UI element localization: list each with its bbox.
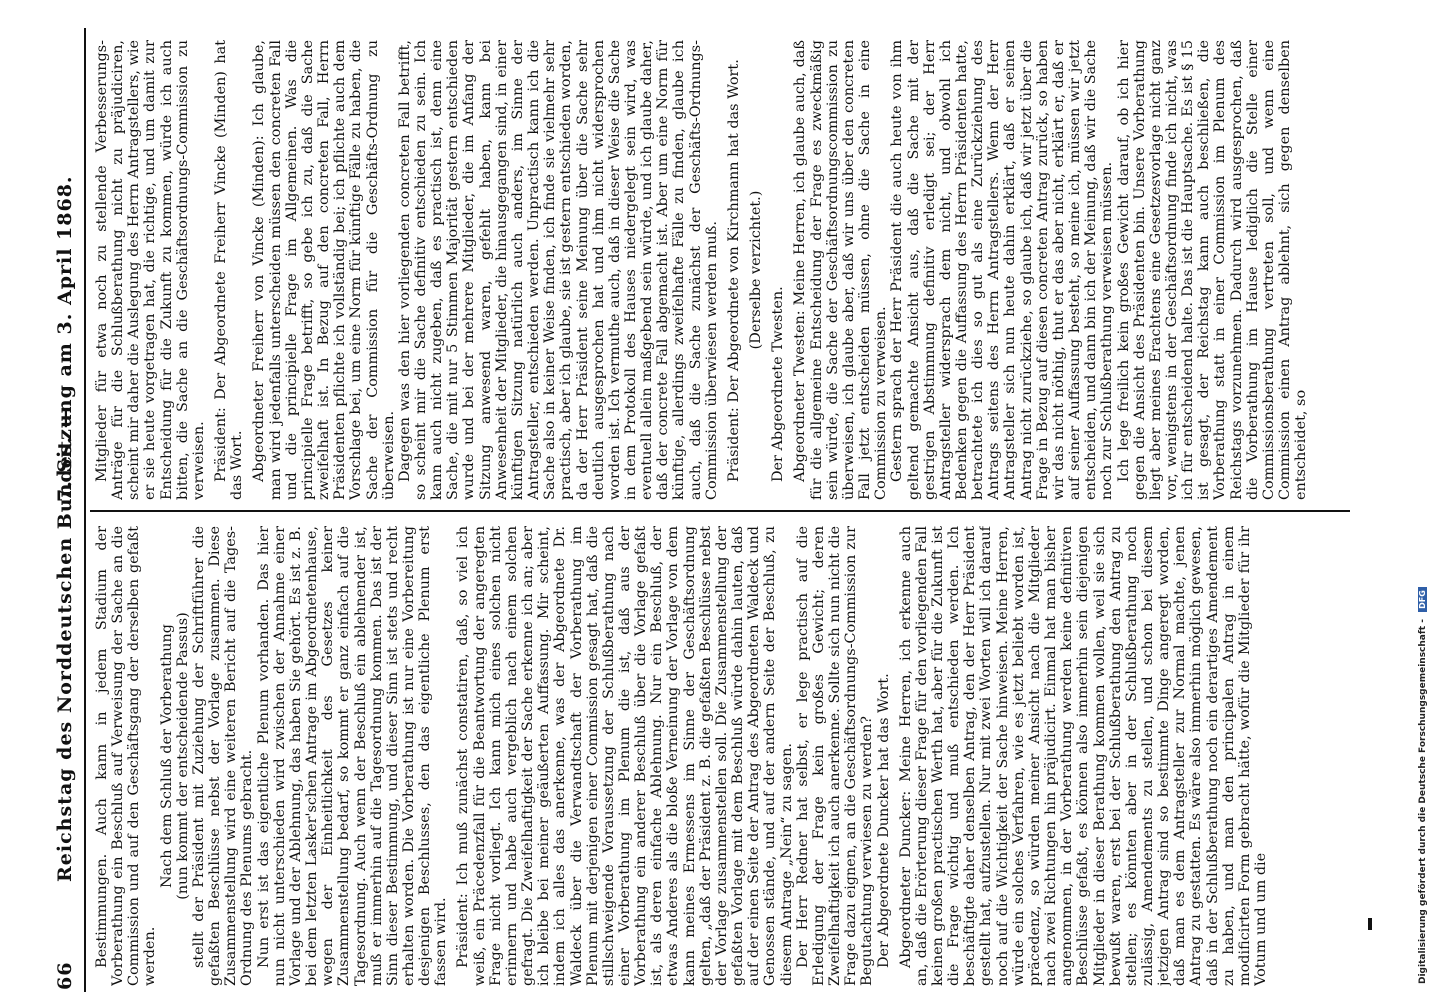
paragraph: Der Abgeordnete Twesten. [770, 286, 787, 482]
paragraph: (nun kommt der entscheidende Passus) [174, 612, 191, 900]
paragraph: Dagegen was den hier vorliegenden concreten Fall betrifft, so scheint mir die Sache definitiv entschieden zu sein. Ich kann auch nicht zugeben, daß es practisch ist, denn eine Sache, die mit nur 5 Stimmen Majorität gestern entschieden wurde und bei der mehrere Mitglieder, die im Anfang der Sitzung anwesend waren, gefehlt haben, kann bei Anwesenheit der Mitglieder, die hinausgegangen sind, in einer künftigen Sitzung natürlich auch anders, im Sinne der Antragsteller, entschieden werden. Unpractisch kann ich die Sache also in keiner Weise finden, ich finde sie vielmehr sehr practisch, aber ich glaube, sie ist gestern entschieden worden, da der Herr Präsident seine Meinung über die Sache sehr deutlich ausgesprochen hat und ihm nicht widersprochen worden ist. Ich vermuthe auch, daß in dieser Weise die Sache in dem Protokoll des Hauses niedergelegt sein wird, was eventuell allein maßgebend sein würde, und ich glaube daher, daß der concrete Fall abgemacht ist. Aber um eine Norm für künftige, allerdings zweifelhafte Fälle zu finden, glaube ich auch, daß die Sache zunächst der Geschäfts-Ordnungs-Commission überwiesen werden muß. [396, 40, 720, 500]
paragraph: Gestern sprach der Herr Präsident die auch heute von ihm geltend gemachte Ansicht aus, daß die Sache mit der gestrigen Abstimmung definitiv erledigt sei; der Herr Antragsteller widersprach dem nicht, und obwohl ich Bedenken gegen die Auffassung des Herrn Präsidenten hatte, betrachtete ich dies so gut als eine Zurückziehung des Antrags seitens des Herrn Antragstellers. Wenn der Herr Antragsteller sich nun heute dahin erklärt, daß er seinen Antrag nicht zurückziehe, so glaube ich, daß wir jetzt über die Frage in Bezug auf diesen concreten Antrag zurück, so haben wir das nicht nöthig, thut er das aber nicht, erklärt er, daß er auf seiner Auffassung besteht, so meine ich, müssen wir jetzt entscheiden, und dann bin ich der Meinung, daß wir die Sache noch zur Schlußberathung verweisen müssen. [889, 40, 1116, 500]
right-column [94, 40, 1344, 500]
paragraph: Präsident: Der Abgeordnete Freiherr Vincke (Minden) hat das Wort. [213, 40, 246, 500]
paragraph: Abgeordneter Twesten: Meine Herren, ich glaube auch, daß für die allgemeine Entscheidung der Frage es zweckmäßig sein würde, die Sache der Geschäftsordnungscommission zu überweisen, ich glaube aber, daß wir uns über den concreten Fall jetzt entscheiden müssen, ohne die Sache in eine Commission zu verweisen. [792, 40, 890, 500]
column-rule [90, 510, 1350, 512]
credit-text: Digitalisierung gefördert durch die Deutsche Forschungsgemeinschaft - [1418, 619, 1428, 984]
paragraph: stellt der Präsident mit Zuziehung der Schriftführer die gefaßten Beschlüsse nebst der Vorlage zusammen. Diese Zusammenstellung wird eine weiteren Bericht auf die Tages-Ordnung des Plenums gebracht. [190, 526, 256, 986]
dfg-badge: DFG [1418, 587, 1427, 612]
page-header [50, 28, 86, 992]
left-column [94, 526, 1344, 986]
paragraph: Der Herr Redner hat selbst, er lege practisch auf die Erledigung der Frage kein großes Gewicht; deren Zweifelhaftigkeit ich auch anerkenne. Sollte sich nun nicht die Frage dazu eignen, an die Geschäftsordnungs-Commission zur Begutachtung verwiesen zu werden? [794, 526, 876, 986]
right-running-title: 7. Sitzung am 3. April 1868. [54, 175, 76, 502]
paragraph: Nun erst ist das eigentliche Plenum vorhanden. Das hier nun nicht unterschieden wird zwischen der Annahme einer Vorlage und der Ablehnung, das haben Sie gehört. Es ist z. B. bei dem letzten Lasker'schen Antrage im Abgeordnetenhause, wegen der Einheitlichkeit des Gesetzes keiner Zusammenstellung bedarf, so kommt er ganz einfach auf die Tagesordnung. Auch wenn der Beschluß ein ablehnender ist, muß er immerhin auf die Tagesordnung kommen. Das ist der Sinn dieser Bestimmung, und dieser Sinn ist stets und recht erhalten worden. Die Vorberathung ist nur eine Vorbereitung desjenigen Beschlusses, den das eigentliche Plenum erst fassen wird. [255, 526, 450, 986]
paragraph: Ich lege freilich kein großes Gewicht darauf, ob ich hier gegen die Ansicht des Präsidenten bin. Unsere Vorberathung liegt aber meines Erachtens eine Gesetzesvorlage nicht ganz vor, wenigstens in der Geschäftsordnung finde ich nicht, was ich für entscheidend halte. Das ist die Hauptsache. Es ist § 15 ist gesagt, der Reichstag kann auch beschließen, die Vorberathung statt in einer Commission im Plenum des Reichstags vorzunehmen. Dadurch wird ausgesprochen, daß die Vorberathung im Hause lediglich die Stelle einer Commissionsberathung vertreten soll, und wenn eine Commission einen Antrag ablehnt, sich gegen denselben entscheidet, so [1115, 40, 1310, 500]
paragraph: (Derselbe verzichtet.) [748, 190, 765, 350]
paragraph: Mitglieder für etwa noch zu stellende Verbesserungs-Anträge für die Schlußberathung nicht zu präjudiciren, scheint mir daher die Auslegung des Herrn Antragstellers, wie er sie heute vorgetragen hat, die richtige, und um damit zur Entscheidung für die Zukunft zu kommen, würde ich auch bitten, die Sache an die Geschäftsordnungs-Commission zu verweisen. [94, 40, 207, 500]
left-running-title: Reichstag des Norddeutschen Bundes. — [54, 408, 76, 882]
paragraph: Präsident: Ich muß zunächst constatiren, daß, so viel ich weiß, ein Präcedenzfall für die Beantwortung der angeregten Frage nicht vorliegt. Ich kann mich eines solchen nicht erinnern und habe auch vergeblich nach einem solchen gefragt. Die Zweifelhaftigkeit der Sache erkenne ich an; aber ich bleibe bei meiner geäußerten Auffassung. Mir scheint, indem ich alles das anerkenne, was der Abgeordnete Dr. Waldeck über die Verwandtschaft der Vorberathung im Plenum mit derjenigen einer Commission gesagt hat, daß die stillschweigende Voraussetzung der Schlußberathung nach einer Vorberathung im Plenum die ist, daß aus der Vorberathung ein anderer Beschluß über die Vorlage gefaßt ist, als deren einfache Ablehnung. Nur ein Beschluß, der etwas Anderes als die bloße Verneinung der Vorlage von dem kann meines Ermessens im Sinne der Geschäftsordnung gelten, „daß der Präsident z. B. die gefaßten Beschlüsse nebst der Vorlage zusammenstellen soll. Die Zusammenstellung der gefaßten Vorlage mit dem Beschluß würde dahin lauten, daß auf der einen Seite der Antrag des Abgeordneten Waldeck und Genossen stände, und auf der andern Seite der Beschluß, zu diesem Antrage „Nein“ zu sagen. [455, 526, 795, 986]
paragraph: Bestimmungen. Auch kann in jedem Stadium der Vorberathung ein Beschluß auf Verweisung der Sache an die Commission und auf den Geschäftsgang der derselben gefaßt werden. [94, 526, 159, 986]
paragraph: Der Abgeordnete Duncker hat das Wort. [875, 673, 892, 968]
paragraph: Nach dem Schluß der Vorberathung [158, 623, 175, 889]
rotated-newspaper-page [0, 20, 1410, 1000]
paragraph: Abgeordneter Freiherr von Vincke (Minden): Ich glaube, man wird jedenfalls unterscheiden müssen den concreten Fall und die principielle Frage im Allgemeinen. Was die principielle Frage betrifft, so gebe ich zu, daß die Sache zweifelhaft ist. In Bezug auf den concreten Fall, Herrn Präsidenten pflichte ich vollständig bei; ich pflichte auch dem Vorschlage bei, um eine Norm für künftige Fälle zu haben, die Sache der Commission für die Geschäfts-Ordnung zu überweisen. [251, 40, 397, 500]
paragraph: Präsident: Der Abgeordnete von Kirchmann hat das Wort. [725, 59, 742, 482]
printer-mark [1368, 918, 1372, 930]
page-number: 66 [54, 961, 76, 990]
paragraph: Abgeordneter Duncker: Meine Herren, ich erkenne auch an, daß die Erörterung dieser Frage für den vorliegenden Fall keinen großen practischen Werth hat, aber für die Zukunft ist die Frage wichtig und muß entschieden werden. Ich beschäftigte daher denselben Antrag, den der Herr Präsident gestellt hat, aufzustellen. Nur mit zwei Worten will ich darauf noch auf die Wichtigkeit der Sache hinweisen. Meine Herren, würde ein solches Verfahren, wie es jetzt beliebt worden ist, präcedenz, so würden meiner Ansicht nach die Mitglieder nach zwei Richtungen hin präjudicirt. Einmal hat man bisher angenommen, in der Vorberathung werden keine definitiven Beschlüsse gefaßt, es können also immerhin sein diejenigen Mitglieder in dieser Berathung kommen wollen, weil sie sich bewußt waren, erst bei der Schlußberathung den Antrag zu stellen; es könnten aber in der Schlußberathung noch zulässig, Amendements zu stellen, und schon bei diesem jetzigen Antrag sind so bestimmte Dinge angeregt worden, daß man es dem Antragsteller zur Normal machte, jenen Antrag zu gestatten. Es wäre also immerhin möglich gewesen, daß in der Schlußberathung noch ein derartiges Amendement zu haben, und man den principalen Antrag in einem modificirten Form gebracht hätte, wofür die Mitglieder für ihr Votum und um die [897, 526, 1270, 986]
digitization-credit [1418, 24, 1430, 984]
